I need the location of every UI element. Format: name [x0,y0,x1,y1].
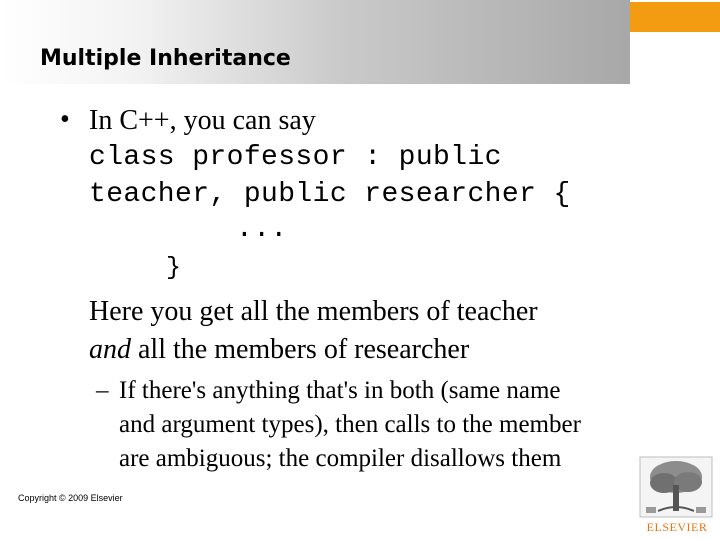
code-line-1: class professor : public [89,142,502,173]
code-line-4: } [166,253,182,282]
elsevier-wordmark: ELSEVIER [646,520,708,534]
sub-bullet-marker: – [96,377,109,404]
code-line-2: teacher, public researcher { [89,179,571,210]
bullet-marker: • [60,104,70,135]
code-line-3: ... [236,214,288,245]
accent-bar [630,2,720,32]
paragraph-emphasis: and [89,334,131,365]
title-bar [0,0,630,84]
bullet-intro: In C++, you can say [89,105,316,136]
slide-title: Multiple Inheritance [40,46,291,71]
sub-bullet-line-2: and argument types), then calls to the member [119,411,581,438]
paragraph-line-2 [89,334,469,366]
copyright-notice: Copyright © 2009 Elsevier [18,493,123,503]
sub-bullet-line-1: If there's anything that's in both (same name [119,377,561,404]
paragraph-line-2-rest: all the members of researcher [131,334,470,365]
paragraph-line-1: Here you get all the members of teacher [89,296,538,327]
sub-bullet-line-3: are ambiguous; the compiler disallows them [119,445,562,472]
